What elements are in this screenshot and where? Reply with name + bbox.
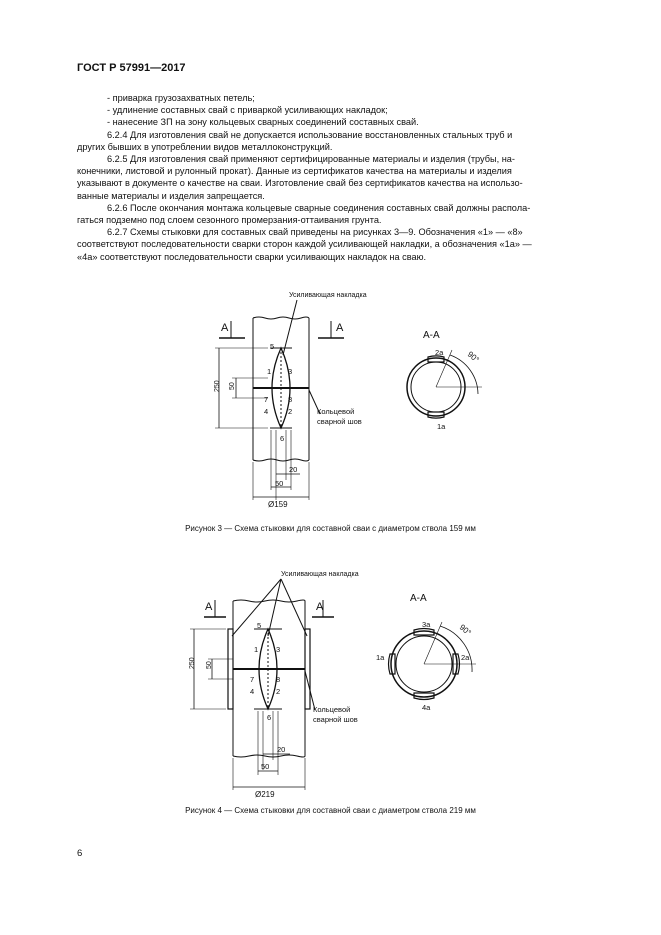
weld-4: 4 xyxy=(264,407,269,416)
section-mark-right: А xyxy=(336,322,344,334)
section-title: А-А xyxy=(410,593,427,604)
label-seam-1: Кольцевой xyxy=(317,407,355,416)
dim-20-text: 20 xyxy=(289,465,298,474)
weld-2: 2 xyxy=(288,407,293,416)
weld-7: 7 xyxy=(264,395,269,404)
leader-plate xyxy=(281,579,307,636)
pipe-bottom-break xyxy=(233,755,305,757)
document-header: ГОСТ Р 57991—2017 xyxy=(77,62,186,74)
weld-6: 6 xyxy=(280,434,285,443)
dim-20-text: 20 xyxy=(277,745,286,754)
leader-plate xyxy=(268,579,281,636)
dim-50v-text: 50 xyxy=(206,661,213,669)
dim-diam-text: Ø219 xyxy=(255,790,275,799)
dim-250-text: 250 xyxy=(189,657,196,669)
weld-4: 4 xyxy=(250,687,255,696)
angle-text: 90° xyxy=(457,622,473,638)
bullet-item: - приварка грузозахватных петель; xyxy=(107,93,255,103)
bullet-item: - удлинение составных свай с приваркой усиливающих накладок; xyxy=(107,105,388,116)
page-number: 6 xyxy=(77,848,83,859)
bullet-item: - нанесение ЗП на зону кольцевых сварных соединений составных свай. xyxy=(107,117,419,128)
weld-6: 6 xyxy=(267,713,272,722)
plate-4a: 4а xyxy=(422,703,431,712)
figure-4-drawing xyxy=(0,558,661,799)
angle-text: 90° xyxy=(465,349,481,365)
label-plate: Усиливающая накладка xyxy=(281,571,359,578)
paragraph-6-2-7: 6.2.7 Схемы стыковки для составных свай приведены на рисунках 3—9. Обозначения «1» — «8» соответствуют последовательности сварки сторон каждой усиливающей накладки, а обозначения «1а» — «4а» соответствуют последовательности сварки усиливающих накладок на сваю. xyxy=(77,227,532,262)
section-mark-left: А xyxy=(221,322,229,334)
dim-50h-text: 50 xyxy=(261,762,270,771)
dim-250-text: 250 xyxy=(214,380,221,392)
section-mark-left: А xyxy=(205,601,213,613)
plate-2a: 2а xyxy=(435,348,444,357)
body-text xyxy=(77,92,583,263)
leader-plate xyxy=(283,300,297,355)
paragraph-6-2-5: 6.2.5 Для изготовления свай применяют сертифицированные материалы и изделия (трубы, на- конечники, листовой и рулонный прокат). Данные из сертификатов качества на материалы и изделия указывают в документе о качестве на сваи. Изготовление свай без сертификатов качества на использо- ванные материалы и изделия запрещается. xyxy=(77,154,523,201)
paragraph-6-2-4: 6.2.4 Для изготовления свай не допускается использование восстановленных стальных труб и других бывших в употреблении видов металлоконструкций. xyxy=(77,129,513,152)
plate-1a: 1а xyxy=(376,653,385,662)
dim-diam-text: Ø159 xyxy=(268,500,288,509)
label-plate: Усиливающая накладка xyxy=(289,292,367,299)
label-seam-1: Кольцевой xyxy=(313,705,351,714)
label-seam-2: сварной шов xyxy=(313,715,358,724)
side-plate-left xyxy=(228,629,233,709)
figure-3-caption: Рисунок 3 — Схема стыковки для составной сваи с диаметром ствола 159 мм xyxy=(185,524,476,533)
weld-2: 2 xyxy=(276,687,281,696)
plate-1a: 1а xyxy=(437,422,446,431)
weld-3: 3 xyxy=(276,645,281,654)
section-mark-right: А xyxy=(316,601,324,613)
weld-1: 1 xyxy=(267,367,272,376)
dim-50v-text: 50 xyxy=(229,382,236,390)
paragraph-6-2-6: 6.2.6 После окончания монтажа кольцевые сварные соединения составных свай должны распола- гаться подземно под слоем сезонного промерзания-оттаивания грунта. xyxy=(77,202,531,226)
pipe-bottom-break xyxy=(253,459,309,461)
pipe-top-break xyxy=(233,600,305,602)
weld-5: 5 xyxy=(257,621,262,630)
section-title: А-А xyxy=(423,330,440,341)
weld-7: 7 xyxy=(250,675,255,684)
weld-8: 8 xyxy=(276,675,281,684)
weld-5: 5 xyxy=(270,342,275,351)
figure-4-caption: Рисунок 4 — Схема стыковки для составной сваи с диаметром ствола 219 мм xyxy=(185,806,476,815)
weld-3: 3 xyxy=(288,367,293,376)
figure-3-drawing xyxy=(0,280,661,509)
plate-2a: 2а xyxy=(461,653,470,662)
dim-50h-text: 50 xyxy=(275,479,284,488)
label-seam-2: сварной шов xyxy=(317,417,362,426)
weld-8: 8 xyxy=(288,395,293,404)
weld-1: 1 xyxy=(254,645,259,654)
plate-3a: 3а xyxy=(422,620,431,629)
side-plate-right xyxy=(305,629,310,709)
pipe-top-break xyxy=(253,317,309,319)
